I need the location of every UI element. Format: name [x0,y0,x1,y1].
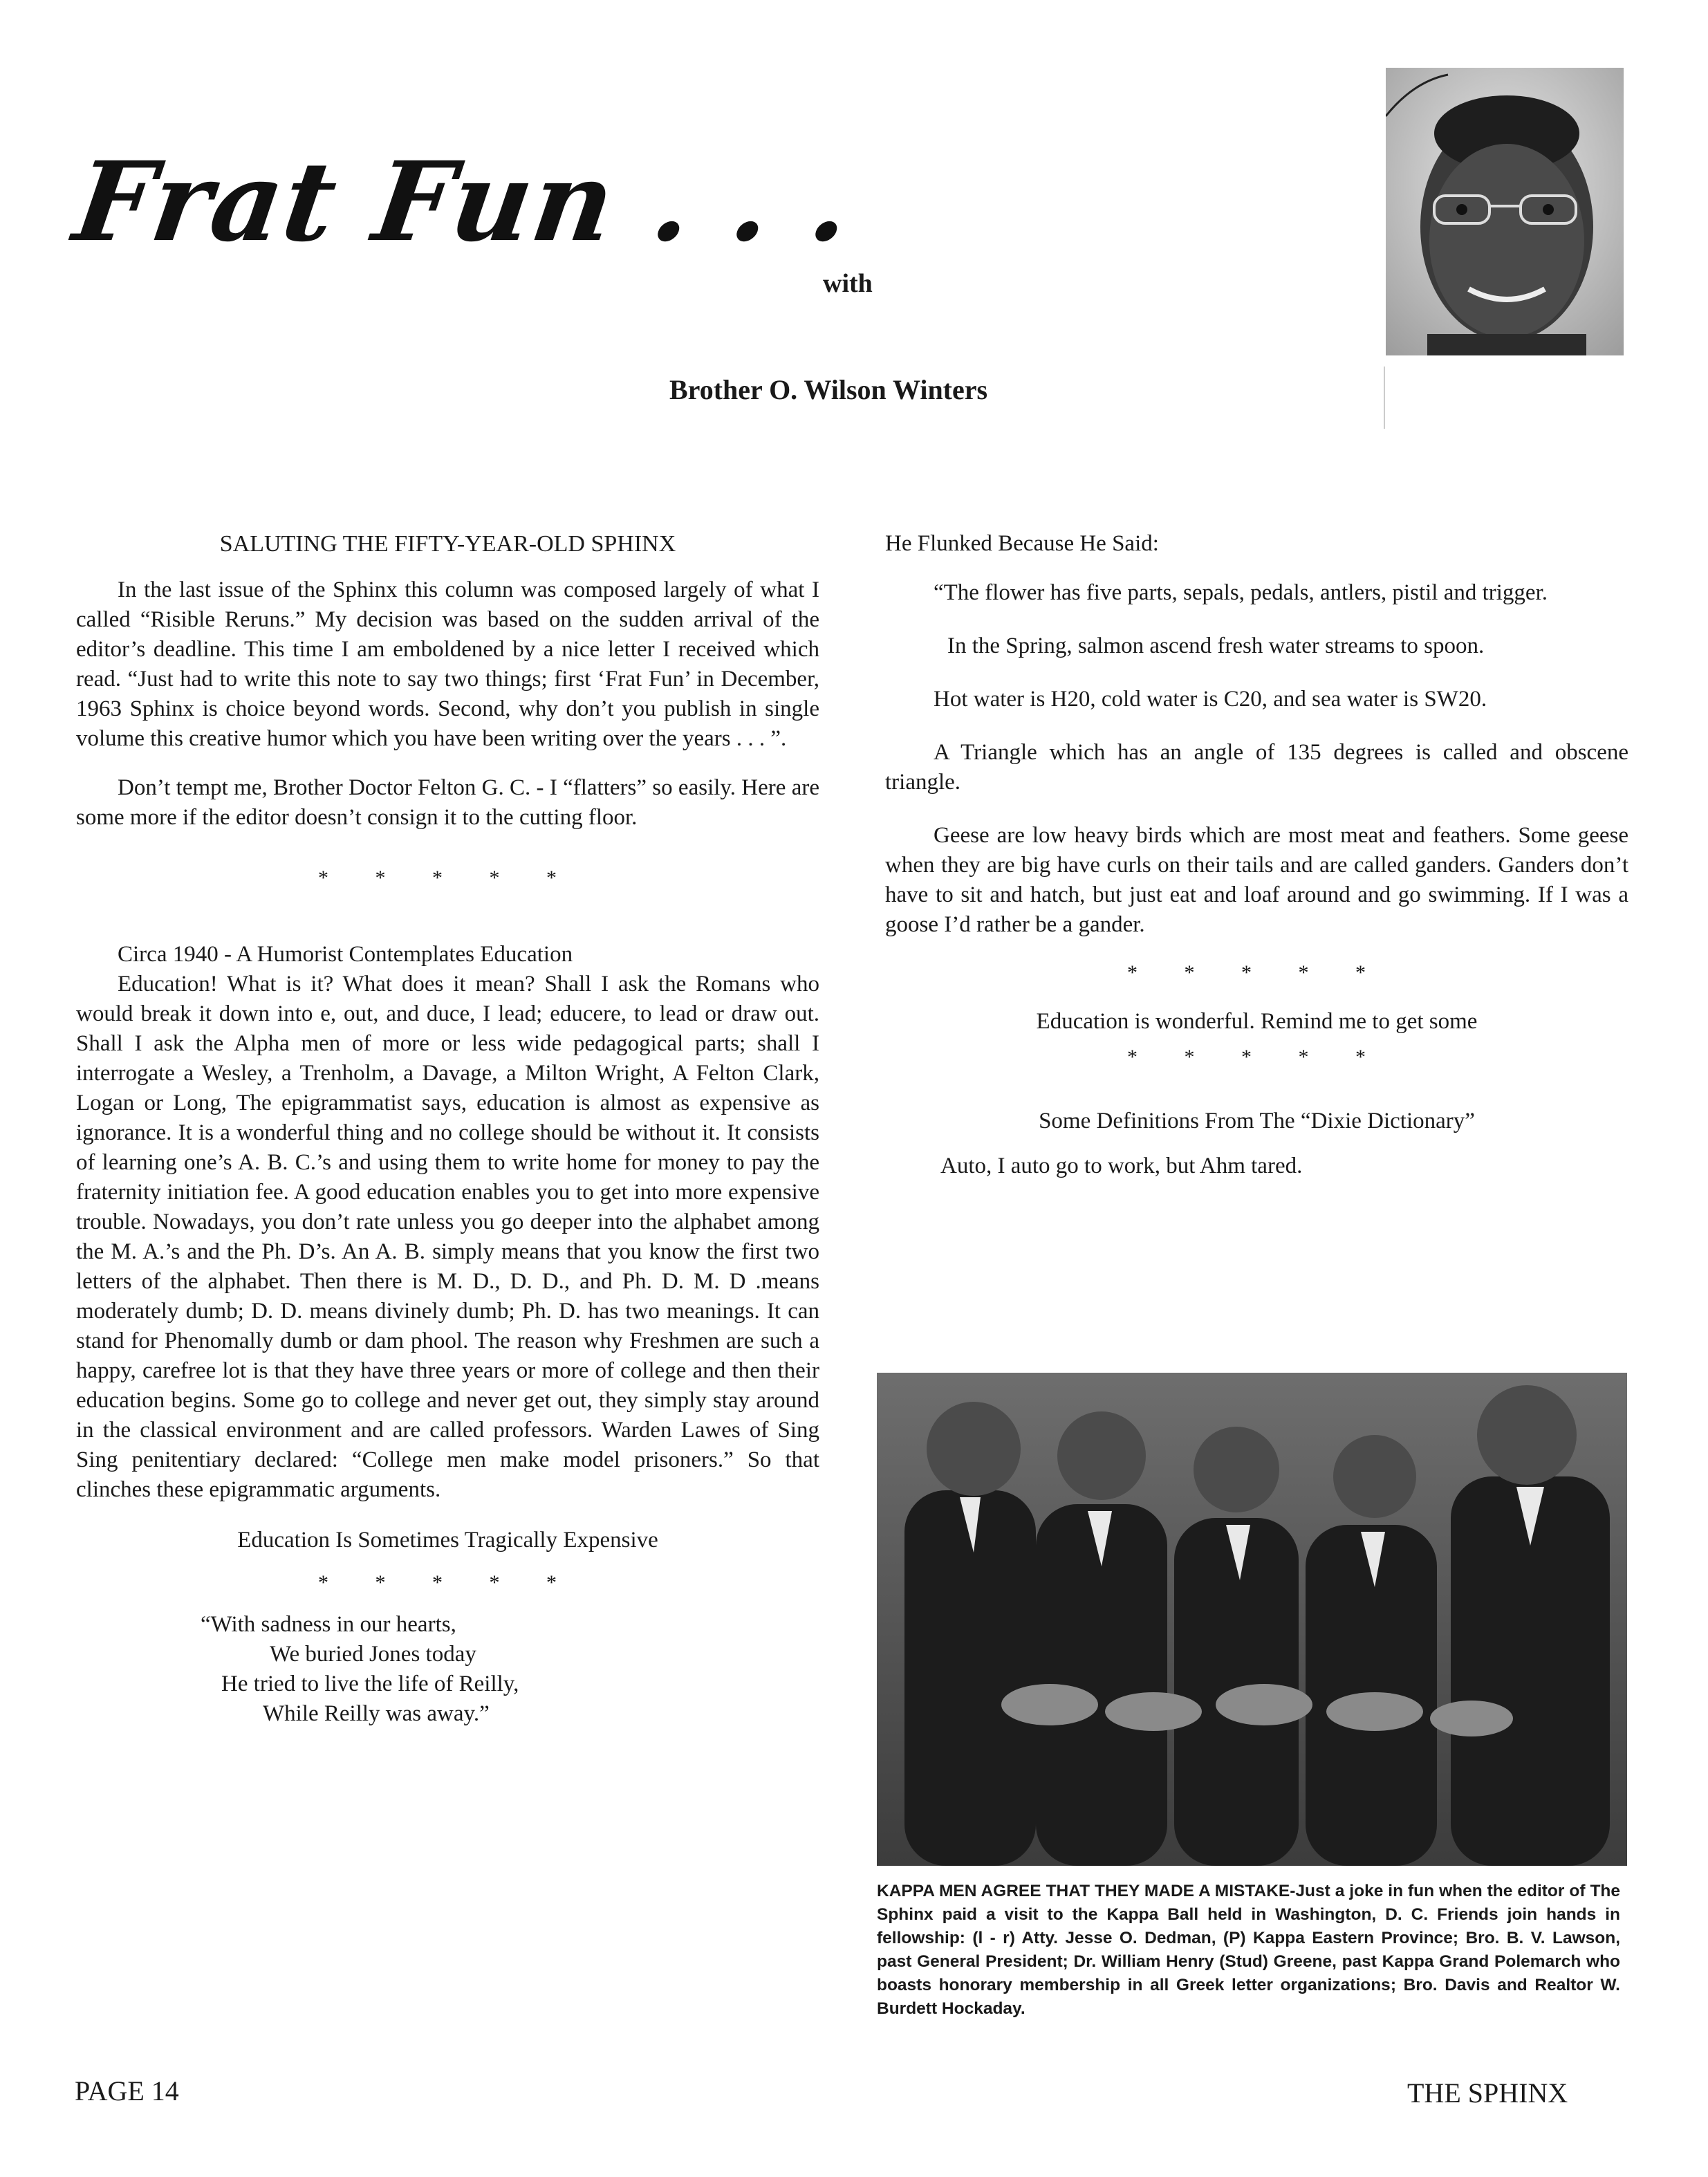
paragraph-intro: In the last issue of the Sphinx this column was composed largely of what I called “Risible Reruns.” My decision was based on the sudden arrival of the editor’s deadline. This time I am emboldened by a nice letter I received which read. “Just had to write this note to say two things; first ‘Frat Fun’ in December, 1963 Sphinx is choice beyond words. Second, why don’t you publish in single volume this creative humor which you have been writing over the years . . . ”. [76,577,819,751]
definition-auto: Auto, I auto go to work, but Ahm tared. [940,1154,1303,1178]
section-heading: He Flunked Because He Said: [885,531,1159,556]
photo-caption: KAPPA MEN AGREE THAT THEY MADE A MISTAKE-Just a joke in fun when the editor of The Sphinx paid a visit to the Kappa Ball held in Washington, D. C. Friends join hands in fellowship: (l - r) Atty. Jesse O. Dedman, (P) Kappa Eastern Province; Bro. B. V. Lawson, past General President; Dr. William Henry (Stud) Greene, past Kappa Grand Polemarch who boasts honorary membership in all Greek letter organizations; Bro. Davis and Realtor W. Burdett Hockaday. [877,1882,1620,2018]
section-heading: SALUTING THE FIFTY-YEAR-OLD SPHINX [219,531,676,557]
divider-stars: * * * * * [318,1571,577,1594]
divider-stars: * * * * * [1127,961,1386,984]
kappa-men-group-photo [877,1373,1627,1866]
quote-water: Hot water is H20, cold water is C20, and sea water is SW20. [934,687,1487,712]
quote-geese: Geese are low heavy birds which are most meat and feathers. Some geese when they are big have curls on their tails and are called ganders. Ganders don’t have to sit and hatch, but just eat and loaf around and go swimming. If I was a goose I’d rather be a gander. [885,823,1628,937]
subheading-expensive: Education Is Sometimes Tragically Expensive [237,1528,658,1553]
paragraph-education: Education! What is it? What does it mean? Shall I ask the Romans who would break it down into e, out, and duce, I lead; educere, to lead or draw out. Shall I ask the Alpha men of more or less wide pedagogical parts; shall I interrogate a Wesley, a Trenholm, a Davage, a Milton Wright, A Felton Clark, Logan or Long, The epigrammatist says, education is almost as expensive as ignorance. It is a wonderful thing and no college should be without it. It consists of learning one’s A. B. C.’s and using them to write home for money to pay the fraternity initiation fee. A good education enables you to get into more expensive trouble. Nowadays, you don’t rate unless you go deeper into the alphabet among the M. A.’s and the Ph. D’s. An A. B. simply means that you know the first two letters of the alphabet. Then there is M. D., D. D., and Ph. D. M. D .means moderately dumb; D. D. means divinely dumb; Ph. D. has two meanings. It can stand for Phenomally dumb or dam phool. The reason why Freshmen are such a happy, carefree lot is that they have three years or more of college and then their education begins. Some go to college and never get out, they simply stay around in the classical environment and are called professors. Warden Lawes of Sing Sing penitentiary declared: “College men make model prisoners.” So that clinches these epigrammatic arguments. [76,972,819,1502]
poem-line: He tried to live the life of Reilly, [221,1671,519,1696]
paragraph-reply: Don’t tempt me, Brother Doctor Felton G. C. - I “flatters” so easily. Here are some more if the editor doesn’t consign it to the cutting floor. [76,775,819,830]
education-line: Education is wonderful. Remind me to get some [1036,1009,1478,1034]
poem-line: “With sadness in our hearts, [201,1612,456,1637]
subheading-circa: Circa 1940 - A Humorist Contemplates Education [118,942,573,967]
poem-line: While Reilly was away.” [263,1701,490,1726]
portrait-divider [1384,367,1385,429]
magazine-name: THE SPHINX [1407,2077,1568,2109]
poem-line: We buried Jones today [270,1642,476,1667]
page-number: PAGE 14 [75,2075,179,2106]
quote-flower: “The flower has five parts, sepals, pedals, antlers, pistil and trigger. [934,580,1548,605]
right-column [885,529,1628,1181]
quote-triangle: A Triangle which has an angle of 135 degrees is called and obscene triangle. [885,740,1628,795]
poem [76,1610,819,1729]
divider-stars: * * * * * [1127,1046,1386,1068]
author-byline: Brother O. Wilson Winters [669,374,988,405]
divider-stars: * * * * * [318,867,577,889]
quote-salmon: In the Spring, salmon ascend fresh water streams to spoon. [947,633,1485,658]
left-column [76,529,819,1729]
article-title: Frat Fun . . . [66,138,860,266]
definitions-heading: Some Definitions From The “Dixie Dictionary” [1039,1109,1475,1133]
with-label: with [823,269,873,298]
author-portrait-photo [1386,68,1624,355]
